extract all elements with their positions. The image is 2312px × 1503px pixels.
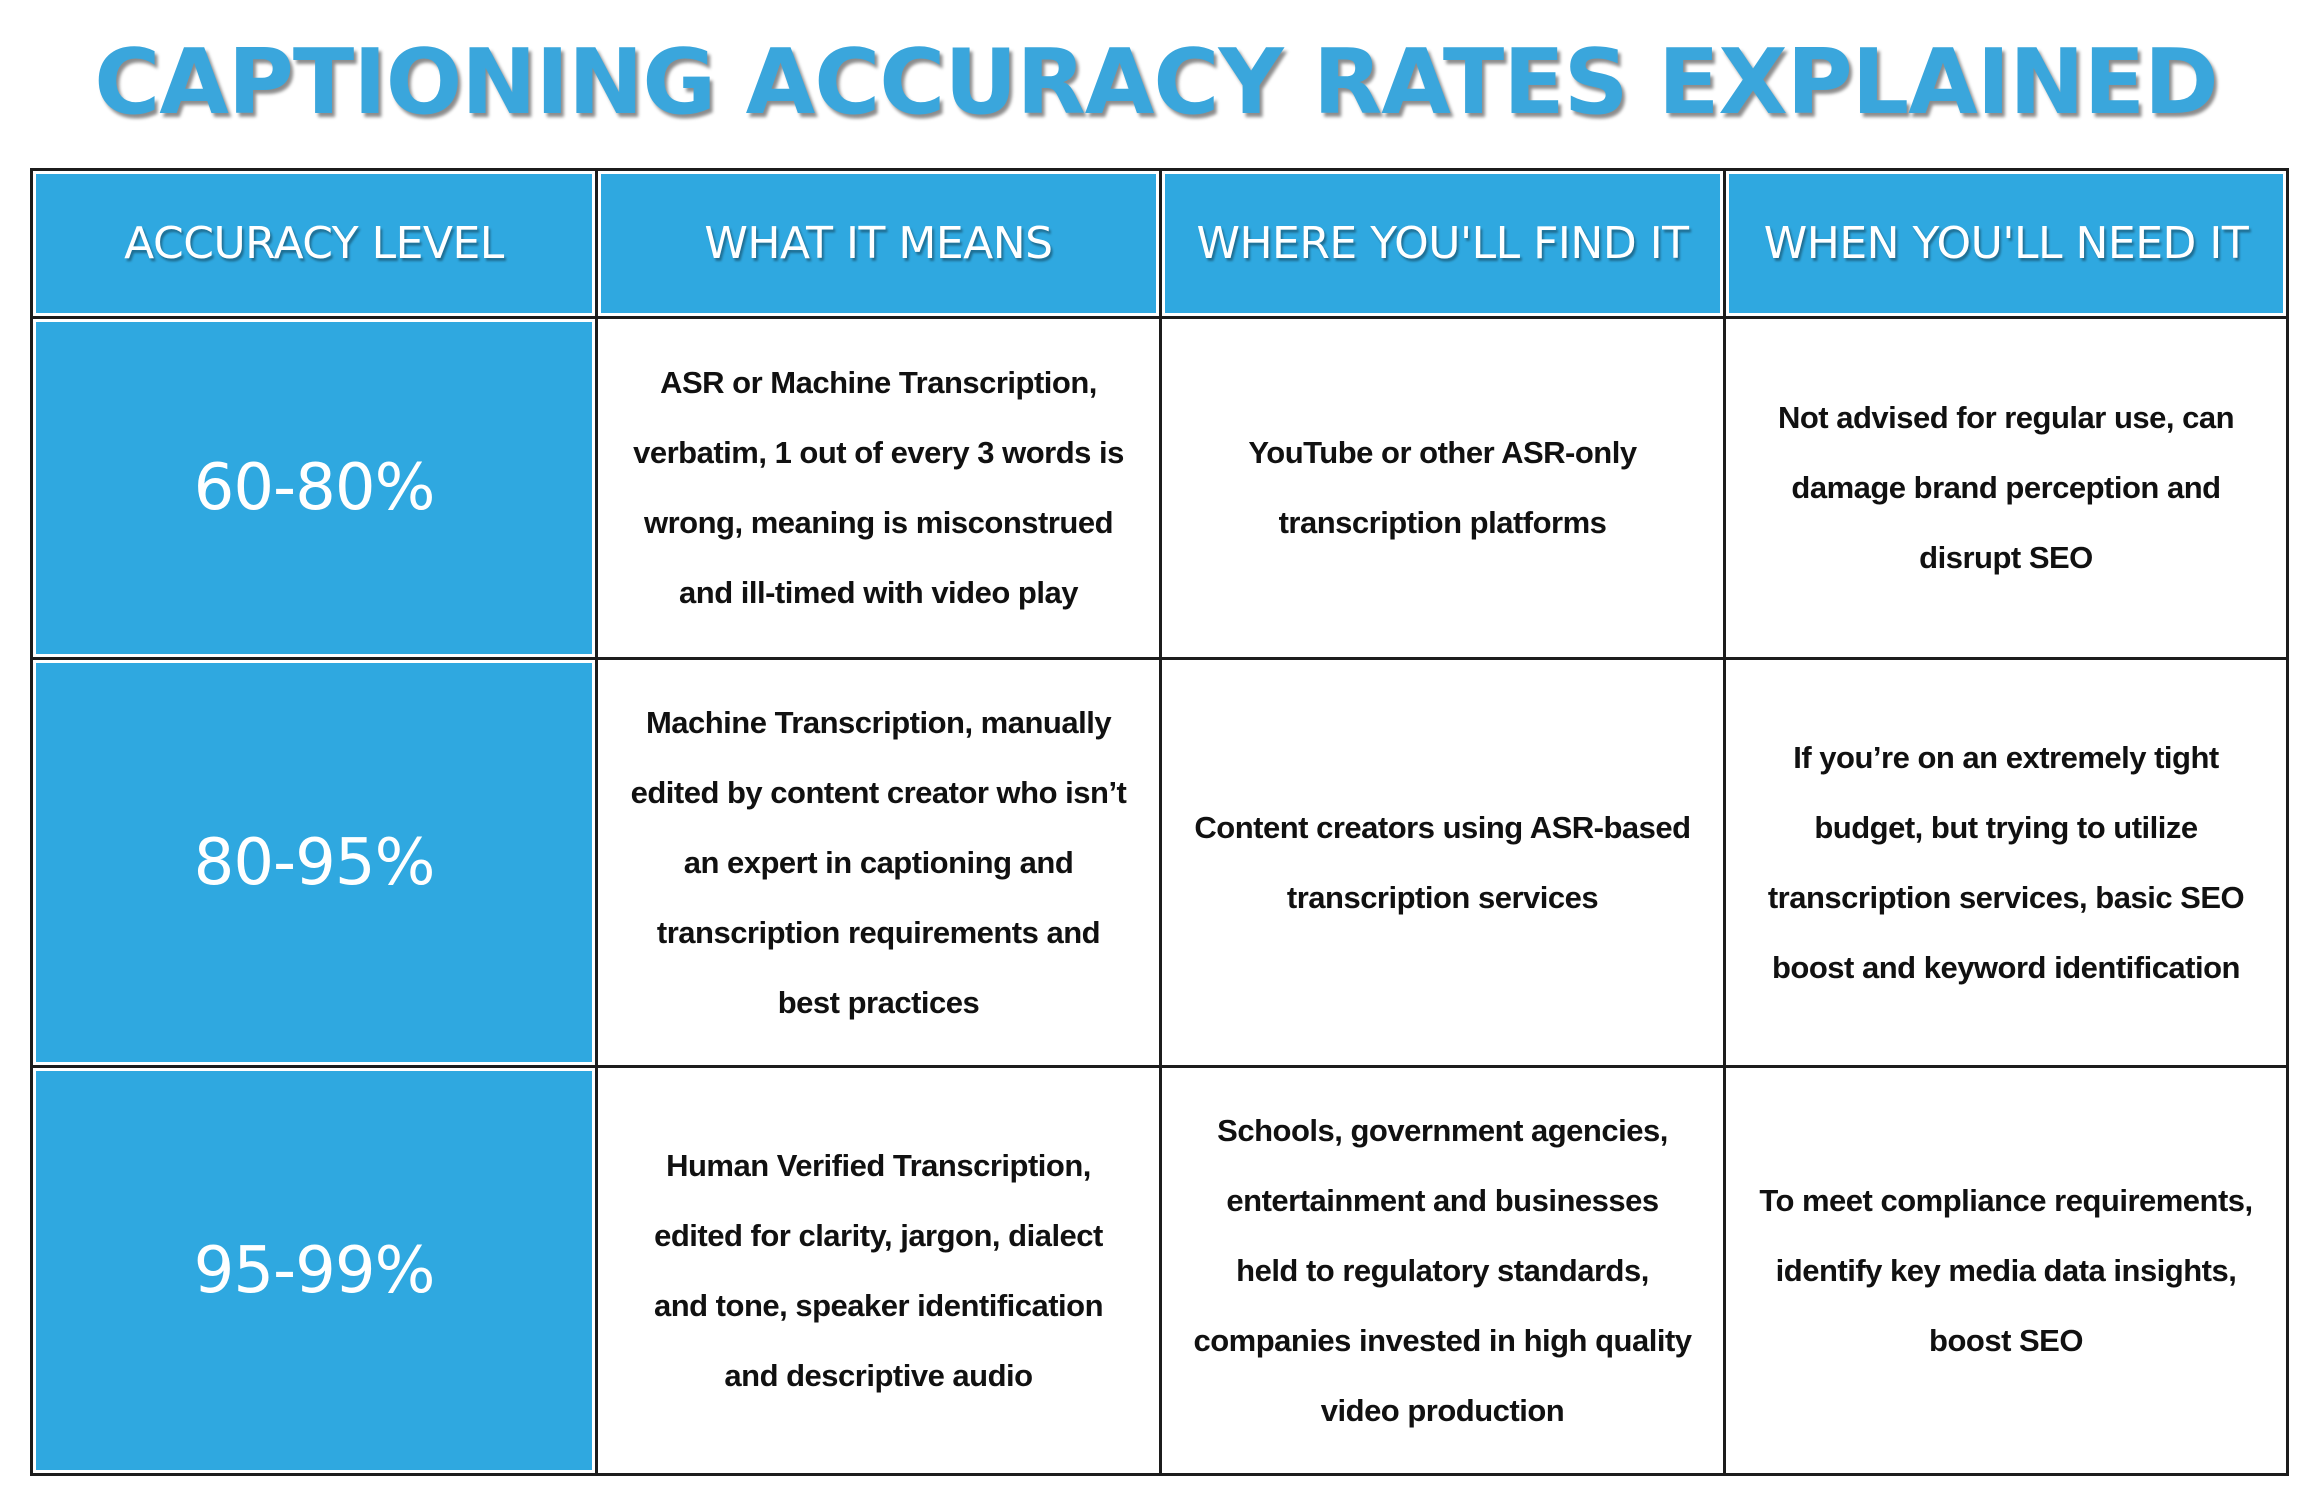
column-header-what-it-means: WHAT IT MEANS (597, 170, 1161, 318)
table-row (32, 659, 2288, 1067)
column-header-when-youll-need-it: WHEN YOU'LL NEED IT (1725, 170, 2288, 318)
header-row (32, 170, 2288, 318)
when-cell: To meet compliance requirements, identify key media data insights, boost SEO (1725, 1067, 2288, 1475)
where-cell: Content creators using ASR-based transcription services (1161, 659, 1725, 1067)
accuracy-level-cell: 80-95% (32, 659, 597, 1067)
accuracy-table (30, 168, 2289, 1476)
where-cell: Schools, government agencies, entertainment and businesses held to regulatory standards, companies invested in high quality video production (1161, 1067, 1725, 1475)
meaning-cell: Machine Transcription, manually edited by content creator who isn’t an expert in captioning and transcription requirements and best practices (597, 659, 1161, 1067)
when-cell: Not advised for regular use, can damage brand perception and disrupt SEO (1725, 318, 2288, 659)
column-header-where-youll-find-it: WHERE YOU'LL FIND IT (1161, 170, 1725, 318)
when-cell: If you’re on an extremely tight budget, but trying to utilize transcription services, basic SEO boost and keyword identification (1725, 659, 2288, 1067)
meaning-cell: Human Verified Transcription, edited for clarity, jargon, dialect and tone, speaker identification and descriptive audio (597, 1067, 1161, 1475)
accuracy-level-cell: 95-99% (32, 1067, 597, 1475)
page-title: CAPTIONING ACCURACY RATES EXPLAINED (94, 30, 2218, 135)
table-header (32, 170, 2288, 318)
column-header-accuracy-level: ACCURACY LEVEL (32, 170, 597, 318)
table-row (32, 318, 2288, 659)
table-row (32, 1067, 2288, 1475)
meaning-cell: ASR or Machine Transcription, verbatim, 1 out of every 3 words is wrong, meaning is misconstrued and ill-timed with video play (597, 318, 1161, 659)
table-body (32, 318, 2288, 1475)
where-cell: YouTube or other ASR-only transcription platforms (1161, 318, 1725, 659)
accuracy-level-cell: 60-80% (32, 318, 597, 659)
